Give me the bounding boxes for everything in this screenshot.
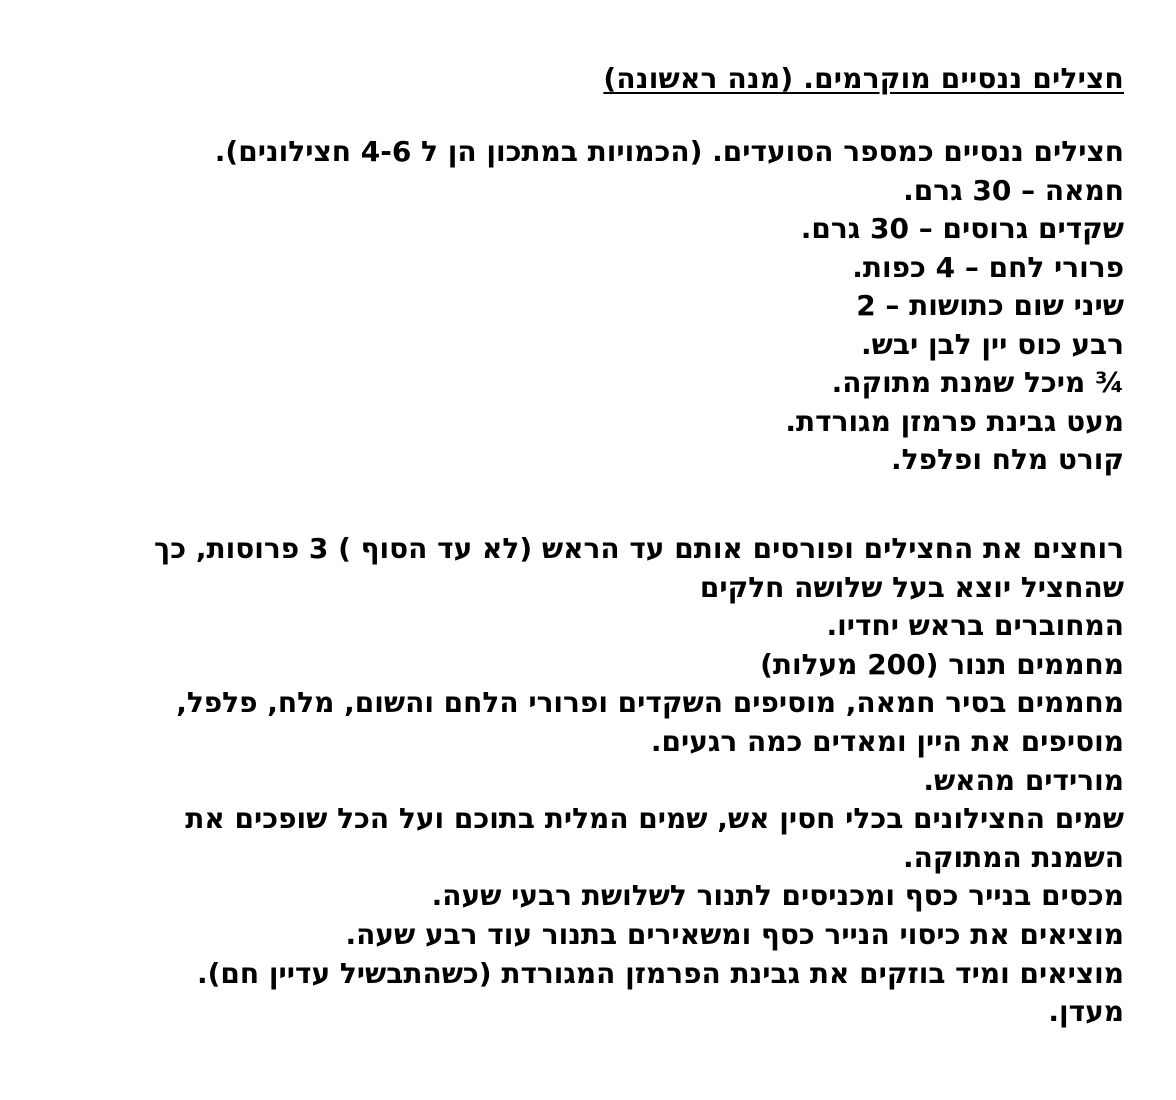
step-line: שהחציל יוצא בעל שלושה חלקים bbox=[699, 570, 1124, 604]
step-line: מחממים תנור (200 מעלות) bbox=[760, 647, 1124, 681]
step-line: מוציאים את כיסוי הנייר כסף ומשאירים בתנור עוד רבע שעה. bbox=[345, 917, 1124, 951]
ingredient-line: חמאה – 30 גרם. bbox=[903, 173, 1124, 207]
ingredient-line: רבע כוס יין לבן יבש. bbox=[861, 327, 1124, 361]
step-line: המחוברים בראש יחדיו. bbox=[826, 609, 1124, 643]
ingredient-line: קורט מלח ופלפל. bbox=[891, 443, 1124, 476]
ingredient-line: שיני שום כתושות – 2 bbox=[856, 289, 1124, 322]
step-line: שמים החצילונים בכלי חסין אש, שמים המלית בתוכם ועל הכל שופכים את bbox=[185, 802, 1124, 836]
ingredient-line: מעט גבינת פרמזן מגורדת. bbox=[785, 404, 1124, 438]
step-line: מכסים בנייר כסף ומכניסים לתנור לשלושת רבעי שעה. bbox=[431, 879, 1124, 913]
step-line: מוסיפים את היין ומאדים כמה רגעים. bbox=[650, 724, 1124, 758]
recipe-title: חצילים ננסיים מוקרמים. (מנה ראשונה) bbox=[603, 62, 1124, 95]
ingredient-line: פרורי לחם – 4 כפות. bbox=[852, 250, 1124, 284]
ingredient-line: שקדים גרוסים – 30 גרם. bbox=[800, 212, 1124, 245]
step-line: רוחצים את החצילים ופורסים אותם עד הראש (לא עד הסוף ) 3 פרוסות, כך bbox=[154, 532, 1124, 565]
step-line: מוציאים ומיד בוזקים את גבינת הפרמזן המגורדת (כשהתבשיל עדיין חם). bbox=[196, 956, 1124, 990]
step-line: מורידים מהאש. bbox=[923, 763, 1124, 797]
ingredients-intro-line: חצילים ננסיים כמספר הסועדים. (הכמויות במתכון הן ל 4-6 חצילונים). bbox=[214, 135, 1124, 168]
preparation-steps bbox=[40, 530, 1124, 1032]
ingredient-line: ¾ מיכל שמנת מתוקה. bbox=[831, 366, 1124, 399]
closing-line: מעדן. bbox=[1048, 995, 1124, 1029]
step-line: השמנת המתוקה. bbox=[902, 840, 1124, 874]
step-line: מחממים בסיר חמאה, מוסיפים השקדים ופרורי הלחם והשום, מלח, פלפל, bbox=[176, 686, 1124, 720]
ingredients-list bbox=[40, 133, 1124, 480]
